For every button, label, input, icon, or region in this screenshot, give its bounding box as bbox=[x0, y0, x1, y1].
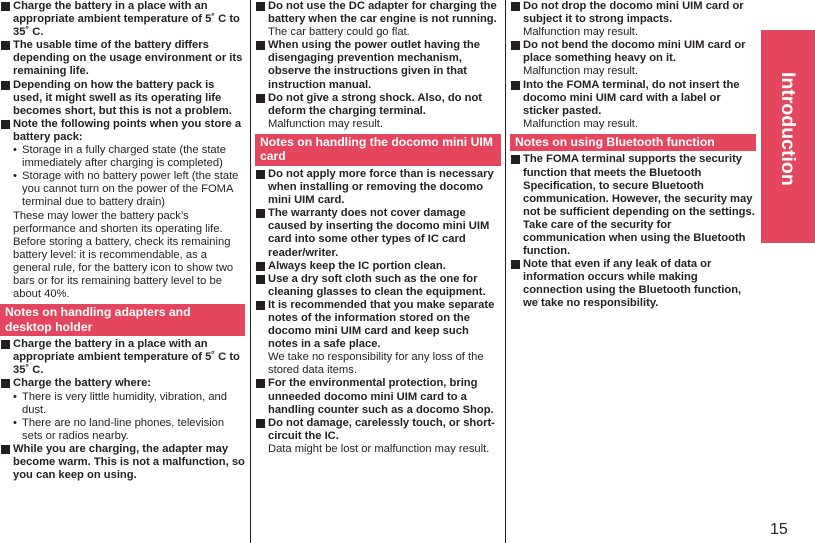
note-heading: Always keep the IC portion clean. bbox=[268, 259, 446, 272]
note-item bbox=[510, 0, 756, 39]
column-2 bbox=[255, 0, 501, 456]
section-title: Notes on handling the docomo mini UIM card bbox=[255, 134, 501, 166]
note-item bbox=[255, 377, 501, 416]
chapter-tab-label: Introduction bbox=[777, 72, 799, 186]
page-number: 15 bbox=[770, 521, 788, 538]
note-item bbox=[0, 118, 245, 144]
bullet-item: • There is very little humidity, vibration, and dust. bbox=[0, 391, 245, 417]
note-item bbox=[255, 39, 501, 91]
note-item bbox=[0, 377, 245, 390]
bullet-item: • Storage in a fully charged state (the state immediately after charging is completed) bbox=[0, 144, 245, 170]
column-3 bbox=[510, 0, 756, 311]
column-divider bbox=[505, 0, 506, 543]
note-heading: Do not apply more force than is necessary when installing or removing the docomo mini UIM card. bbox=[268, 167, 494, 207]
note-item bbox=[0, 0, 245, 39]
note-item bbox=[0, 39, 245, 78]
note-heading: The FOMA terminal supports the security function that meets the Bluetooth Specification, to secure Bluetooth communication. However, the security may not be sufficient depending on the settings. Take care of the security for communication when using the Bluetooth function. bbox=[523, 153, 755, 258]
note-item bbox=[255, 299, 501, 378]
note-heading: When using the power outlet having the disengaging prevention mechanism, observe the instructions given in that instruction manual. bbox=[268, 39, 480, 91]
note-body: We take no responsibility for any loss of the stored data items. bbox=[268, 351, 484, 377]
note-heading: Charge the battery in a place with an appropriate ambient temperature of 5˚ C to 35˚ C. bbox=[13, 338, 240, 377]
note-heading: Note the following points when you store a battery pack: bbox=[13, 117, 242, 143]
note-item bbox=[0, 79, 245, 118]
note-item bbox=[510, 79, 756, 131]
note-heading: The usable time of the battery differs depending on the usage environment or its remaining life. bbox=[13, 39, 243, 78]
note-heading: Depending on how the battery pack is used, it might swell as its operating life becomes short, but this is not a problem. bbox=[13, 78, 232, 117]
note-heading: Charge the battery in a place with an appropriate ambient temperature of 5˚ C to 35˚ C. bbox=[13, 0, 240, 39]
note-item bbox=[255, 0, 501, 39]
column-1 bbox=[0, 0, 245, 482]
note-paragraph: These may lower the battery pack’s performance and shorten its operating life. Before storing a battery, check its remaining battery level: it is recommendable, as a general rule, for the battery icon to show two bars or for its remaining battery level to be about 40%. bbox=[13, 209, 234, 301]
section-title: Notes on handling adapters and desktop holder bbox=[0, 304, 245, 336]
note-body: Malfunction may result. bbox=[268, 117, 384, 130]
note-heading: Do not drop the docomo mini UIM card or subject it to strong impacts. bbox=[523, 0, 744, 26]
note-heading: Do not use the DC adapter for charging the battery when the car engine is not running. bbox=[268, 0, 497, 26]
note-item bbox=[255, 92, 501, 131]
note-item bbox=[0, 443, 245, 482]
note-heading: It is recommended that you make separate notes of the information stored on the docomo mini UIM card and keep such notes in a safe place. bbox=[268, 298, 495, 351]
note-body: The car battery could go flat. bbox=[268, 26, 410, 39]
note-heading: Charge the battery where: bbox=[13, 377, 152, 390]
note-heading: Do not bend the docomo mini UIM card or place something heavy on it. bbox=[523, 39, 746, 65]
note-heading: Note that even if any leak of data or information occurs while making connection using the Bluetooth function, we take no responsibility. bbox=[523, 258, 742, 310]
column-divider bbox=[250, 0, 251, 543]
note-body: Malfunction may result. bbox=[523, 26, 639, 39]
note-heading: Do not damage, carelessly touch, or short-circuit the IC. bbox=[268, 416, 495, 442]
section-title: Notes on using Bluetooth function bbox=[510, 134, 756, 152]
note-item bbox=[255, 417, 501, 456]
bullet-item: • There are no land-line phones, television sets or radios nearby. bbox=[0, 417, 245, 443]
bullet-item: • Storage with no battery power left (the state you cannot turn on the power of the FOMA terminal due to battery drain) bbox=[0, 170, 245, 209]
note-item bbox=[255, 260, 501, 273]
note-heading: While you are charging, the adapter may become warm. This is not a malfunction, so you can keep on using. bbox=[13, 442, 245, 482]
note-item bbox=[0, 338, 245, 377]
note-item bbox=[510, 258, 756, 310]
note-item bbox=[510, 39, 756, 78]
note-body: Malfunction may result. bbox=[523, 65, 639, 78]
note-item bbox=[510, 153, 756, 258]
note-body: Malfunction may result. bbox=[523, 117, 639, 130]
note-item bbox=[255, 207, 501, 259]
note-item bbox=[255, 168, 501, 207]
note-heading: Into the FOMA terminal, do not insert the docomo mini UIM card with a label or sticker pasted. bbox=[523, 78, 740, 117]
note-heading: For the environmental protection, bring unneeded docomo mini UIM card to a handling counter such as a docomo Shop. bbox=[268, 377, 494, 416]
note-heading: The warranty does not cover damage caused by inserting the docomo mini UIM card into some other types of IC card reader/writer. bbox=[268, 207, 490, 259]
note-heading: Use a dry soft cloth such as the one for cleaning glasses to clean the equipment. bbox=[268, 272, 486, 298]
note-heading: Do not give a strong shock. Also, do not deform the charging terminal. bbox=[268, 91, 483, 117]
chapter-tab bbox=[761, 30, 815, 243]
note-body: Data might be lost or malfunction may result. bbox=[268, 442, 490, 455]
note-item bbox=[255, 273, 501, 299]
